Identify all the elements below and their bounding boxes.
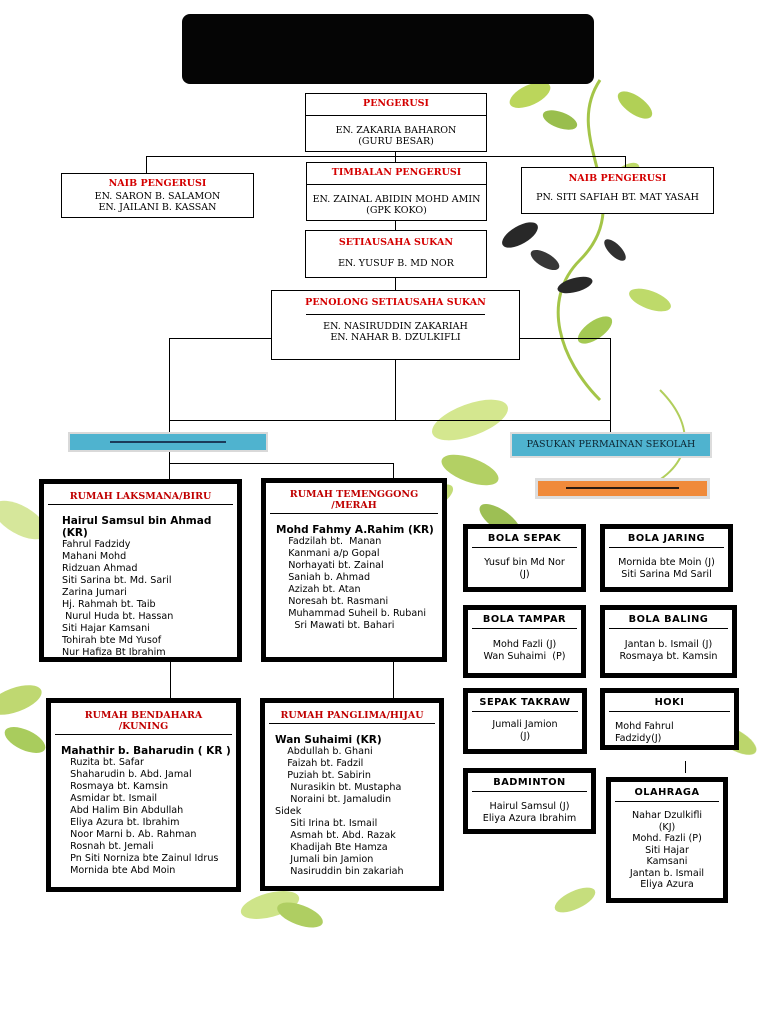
- house-captain: Wan Suhaimi (KR): [275, 734, 382, 746]
- connector-line: [146, 156, 147, 174]
- sport-members: Mohd Fazli (J) Wan Suhaimi (P): [483, 639, 566, 662]
- connector-line: [169, 420, 611, 421]
- timbalan-line: (GPK KOKO): [366, 205, 427, 216]
- sport-title: BOLA TAMPAR: [482, 614, 567, 625]
- connector-line: [610, 338, 611, 432]
- sport-title: BOLA BALING: [628, 614, 709, 625]
- naib-right-heading: NAIB PENGERUSI: [568, 173, 667, 184]
- house-title: RUMAH BENDAHARA /KUNING: [55, 703, 232, 735]
- jurulatih-band: [535, 478, 710, 499]
- connector-line: [393, 463, 394, 479]
- house-temenggong-box: [261, 478, 447, 662]
- connector-line: [169, 452, 170, 480]
- naib-pengerusi-left-box: [61, 173, 254, 218]
- sport-title: BOLA SEPAK: [487, 533, 562, 544]
- house-captain: Mohd Fahmy A.Rahim (KR): [276, 524, 434, 536]
- timbalan-pengerusi-box: [306, 162, 487, 221]
- jurulatih-band-text-strike: [566, 487, 679, 489]
- naib-right-line: PN. SITI SAFIAH BT. MAT YASAH: [536, 192, 699, 203]
- sport-title: BADMINTON: [493, 777, 566, 788]
- naib-left-line: EN. JAILANI B. KASSAN: [98, 202, 217, 213]
- sport-members: Jumali Jamion (J): [492, 719, 558, 742]
- sport-members: Yusuf bin Md Nor (J): [484, 557, 565, 580]
- house-panglima-box: [260, 698, 444, 891]
- sport-title: SEPAK TAKRAW: [479, 697, 571, 708]
- connector-line: [393, 662, 394, 698]
- divider: [306, 115, 486, 147]
- connector-line: [520, 338, 611, 339]
- connector-line: [169, 338, 272, 339]
- house-captain: Mahathir b. Baharudin ( KR ): [61, 745, 231, 757]
- naib-left-heading: NAIB PENGERUSI: [108, 178, 207, 189]
- house-members: Fahrul Fadzidy Mahani Mohd Ridzuan Ahmad Siti Sarina bt. Md. Saril Zarina Jumari Hj. Rahmah bt. Taib Nurul Huda bt. Hassan Siti Hajar Kamsani Tohirah bte Md Yusof Nur Hafiza Bt Ibrahim: [62, 539, 174, 658]
- penolong-setiausaha-box: [271, 290, 520, 360]
- setiausaha-sukan-box: [305, 230, 487, 278]
- connector-line: [146, 156, 626, 157]
- house-laksmana-box: [39, 479, 242, 662]
- vine-top-right: [498, 77, 685, 490]
- house-members: Abdullah b. Ghani Faizah bt. Fadzil Puziah bt. Sabirin Nurasikin bt. Mustapha Noraini bt. Jamaludin Sidek Siti Irina bt. Ismail Asmah bt. Abd. Razak Khadijah Bte Hamza Jumali bin Jamion Nasiruddin bin zakariah: [275, 746, 404, 877]
- naib-left-line: EN. SARON B. SALAMON: [94, 191, 221, 202]
- setiausaha-heading: SETIAUSAHA SUKAN: [338, 237, 454, 248]
- pengerusi-heading: PENGERUSI: [363, 98, 429, 109]
- pengerusi-line: EN. ZAKARIA BAHARON: [335, 125, 457, 136]
- sport-hoki-box: [600, 688, 739, 750]
- house-group-band-text-strike: [110, 441, 226, 443]
- connector-line: [169, 463, 394, 464]
- title-banner: [182, 14, 594, 84]
- house-members: Fadzilah bt. Manan Kanmani a/p Gopal Norhayati bt. Zainal Saniah b. Ahmad Azizah bt. Atan Noresah bt. Rasmani Muhammad Suheil b. Rubani Sri Mawati bt. Bahari: [288, 536, 426, 631]
- sport-olahraga-box: [606, 777, 728, 903]
- house-members: Ruzita bt. Safar Shaharudin b. Abd. Jamal Rosmaya bt. Kamsin Asmidar bt. Ismail Abd Halim Bin Abdullah Eliya Azura bt. Ibrahim Noor Marni b. Ab. Rahman Rosnah bt. Jemali Pn Siti Norniza bte Zainul Idrus Mornida bte Abd Moin: [70, 757, 219, 876]
- connector-line: [685, 761, 686, 773]
- connector-line: [170, 662, 171, 698]
- pengerusi-box: [305, 93, 487, 152]
- sport-title: HOKI: [654, 697, 685, 708]
- sport-bola-jaring-box: [600, 524, 733, 592]
- sport-members: Hairul Samsul (J) Eliya Azura Ibrahim: [482, 801, 577, 824]
- sport-members: Mornida bte Moin (J) Siti Sarina Md Saril: [618, 557, 715, 580]
- pasukan-label: PASUKAN PERMAINAN SEKOLAH: [526, 439, 696, 450]
- house-bendahara-box: [46, 698, 241, 892]
- divider: [307, 184, 486, 216]
- sport-members: Nahar Dzulkifli (KJ) Mohd. Fazli (P) Siti Hajar Kamsani Jantan b. Ismail Eliya Azura: [629, 810, 705, 890]
- timbalan-line: EN. ZAINAL ABIDIN MOHD AMIN: [312, 194, 481, 205]
- house-title: RUMAH PANGLIMA/HIJAU: [269, 703, 435, 724]
- divider: [306, 314, 485, 343]
- sport-members: Mohd Fahrul Fadzidy(J): [615, 721, 674, 744]
- connector-line: [169, 338, 170, 432]
- sport-members: Jantan b. Ismail (J) Rosmaya bt. Kamsin: [619, 639, 718, 662]
- pasukan-permainan-band: [510, 432, 712, 458]
- sport-title: BOLA JARING: [627, 533, 706, 544]
- penolong-line: EN. NASIRUDDIN ZAKARIAH: [323, 321, 468, 332]
- naib-pengerusi-right-box: [521, 167, 714, 214]
- house-group-band: [68, 432, 268, 452]
- sport-bola-sepak-box: [463, 524, 586, 592]
- house-captain: Hairul Samsul bin Ahmad (KR): [62, 515, 212, 539]
- sport-bola-tampar-box: [463, 605, 586, 678]
- house-title: RUMAH TEMENGGONG /MERAH: [270, 483, 438, 514]
- connector-line: [395, 360, 396, 420]
- penolong-line: EN. NAHAR B. DZULKIFLI: [330, 332, 461, 343]
- sport-title: OLAHRAGA: [634, 787, 700, 798]
- pengerusi-line: (GURU BESAR): [358, 136, 434, 147]
- timbalan-heading: TIMBALAN PENGERUSI: [331, 167, 462, 178]
- sport-bola-baling-box: [600, 605, 737, 678]
- house-title: RUMAH LAKSMANA/BIRU: [48, 484, 233, 505]
- sport-sepak-takraw-box: [463, 688, 587, 754]
- sport-badminton-box: [463, 768, 596, 834]
- setiausaha-line: EN. YUSUF B. MD NOR: [338, 258, 454, 269]
- penolong-heading: PENOLONG SETIAUSAHA SUKAN: [305, 297, 486, 308]
